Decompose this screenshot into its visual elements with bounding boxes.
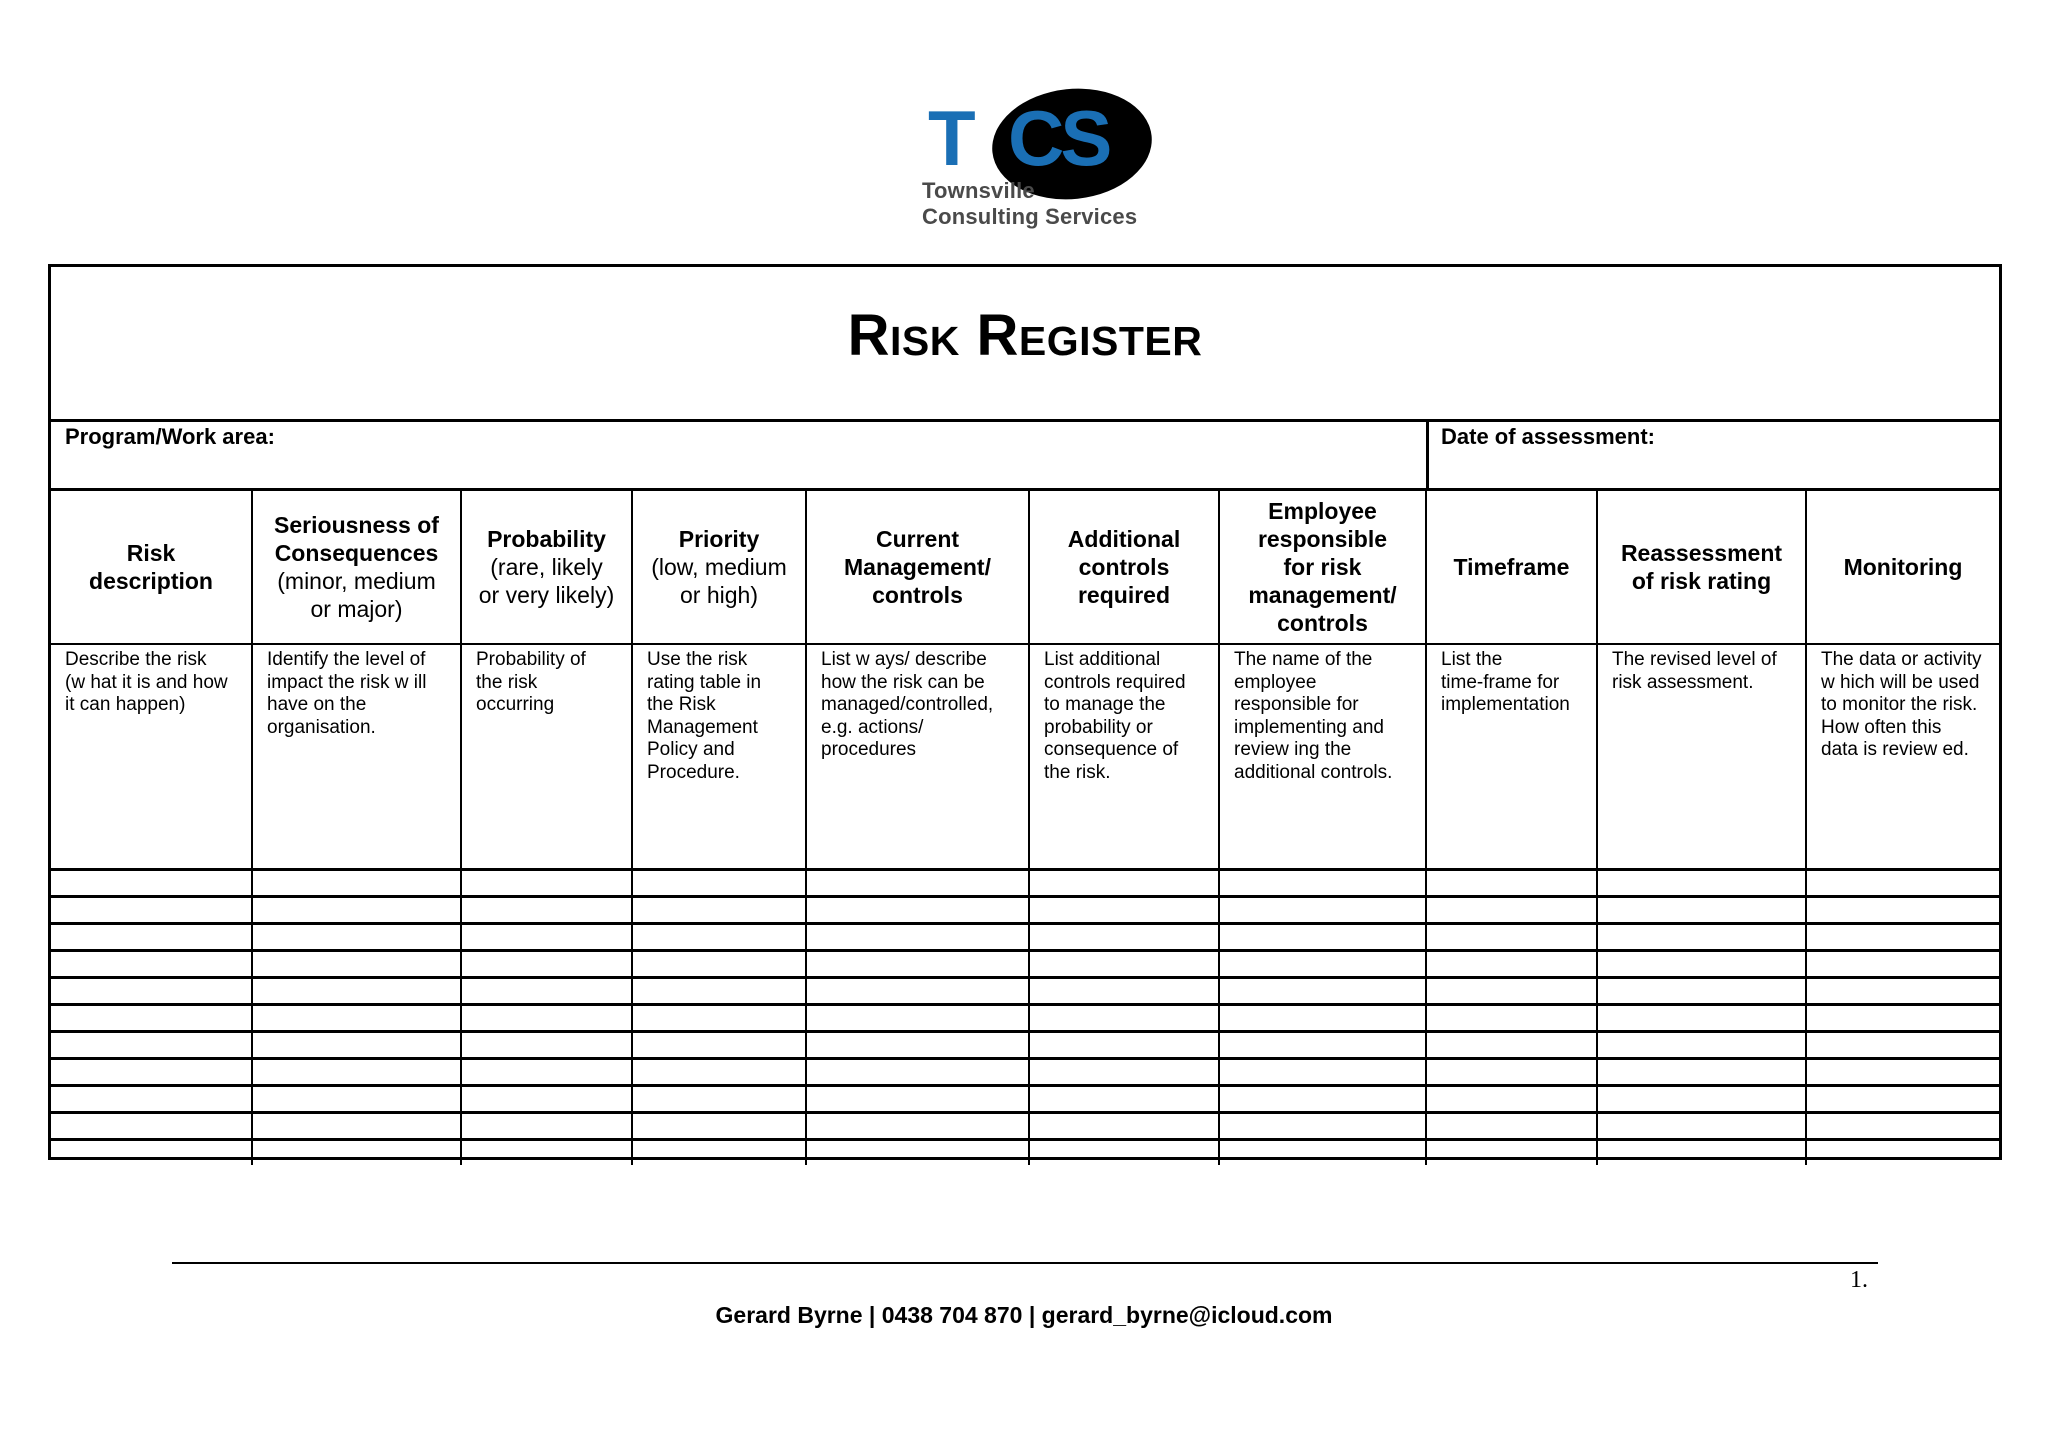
entry-cell[interactable]: [252, 1059, 461, 1086]
entry-cell[interactable]: [1219, 1086, 1426, 1113]
entry-cell[interactable]: [1029, 897, 1219, 924]
entry-row: [51, 1059, 1999, 1086]
entry-cell[interactable]: [1806, 978, 1999, 1005]
description-line: e.g. actions/: [821, 716, 924, 738]
entry-cell[interactable]: [1426, 1140, 1597, 1166]
entry-cell[interactable]: [461, 1140, 632, 1166]
description-line: impact the risk w ill: [267, 671, 427, 693]
entry-cell[interactable]: [1806, 1032, 1999, 1059]
entry-cell[interactable]: [1597, 978, 1806, 1005]
entry-cell[interactable]: [1806, 1140, 1999, 1166]
header-bold-line: Timeframe: [1453, 554, 1570, 580]
header-bold-line: management/: [1248, 582, 1397, 608]
column-header: [252, 491, 461, 644]
column-header: [1219, 491, 1426, 644]
entry-row: [51, 1032, 1999, 1059]
description-line: employee: [1234, 671, 1317, 693]
info-band: [51, 422, 1999, 491]
entry-row: [51, 1113, 1999, 1140]
description-line: organisation.: [267, 716, 376, 738]
header-bold-line: Consequences: [274, 540, 439, 566]
entry-cell[interactable]: [252, 1032, 461, 1059]
description-line: implementing and: [1234, 716, 1384, 738]
header-bold-line: required: [1077, 582, 1171, 608]
entry-cell[interactable]: [632, 978, 806, 1005]
entry-cell[interactable]: [1029, 1086, 1219, 1113]
entry-cell[interactable]: [1426, 978, 1597, 1005]
entry-cell[interactable]: [1426, 870, 1597, 897]
title-band: [51, 267, 1999, 422]
entry-cell[interactable]: [1219, 1032, 1426, 1059]
entry-cell[interactable]: [1597, 1113, 1806, 1140]
entry-cell[interactable]: [1426, 1005, 1597, 1032]
entry-cell[interactable]: [806, 870, 1029, 897]
footer-contact: Gerard Byrne | 0438 704 870 | gerard_byrne@icloud.com: [715, 1302, 1333, 1328]
entry-cell[interactable]: [806, 1059, 1029, 1086]
entry-cell[interactable]: [806, 951, 1029, 978]
description-line: The name of the: [1234, 649, 1373, 670]
entry-cell[interactable]: [252, 1113, 461, 1140]
entry-cell[interactable]: [51, 951, 252, 978]
entry-cell[interactable]: [806, 1032, 1029, 1059]
header-bold-line: controls: [1277, 610, 1368, 636]
entry-cell[interactable]: [1029, 870, 1219, 897]
header-note-line: or major): [310, 596, 403, 622]
entry-cell[interactable]: [461, 1032, 632, 1059]
logo-line-1: Townsville: [922, 178, 1035, 203]
entry-cell[interactable]: [1219, 1140, 1426, 1166]
entry-cell[interactable]: [51, 1005, 252, 1032]
description-line: List the: [1441, 649, 1503, 670]
footer-rule: [172, 1262, 1878, 1264]
entry-cell[interactable]: [632, 897, 806, 924]
column-description: [1219, 644, 1426, 870]
entry-cell[interactable]: [252, 1140, 461, 1166]
entry-cell[interactable]: [1806, 924, 1999, 951]
header-bold-line: Monitoring: [1843, 554, 1963, 580]
column-description: [1806, 644, 1999, 870]
entry-cell[interactable]: [1219, 951, 1426, 978]
description-line: Probability of: [476, 649, 586, 670]
entry-cell[interactable]: [252, 1086, 461, 1113]
entry-cell[interactable]: [806, 978, 1029, 1005]
description-line: (w hat it is and how: [65, 671, 228, 693]
entry-cell[interactable]: [1029, 1059, 1219, 1086]
header-note-line: (rare, likely: [490, 554, 603, 580]
entry-cell[interactable]: [461, 870, 632, 897]
description-line: How often this: [1821, 716, 1942, 738]
entry-row: [51, 1140, 1999, 1166]
entry-row: [51, 1086, 1999, 1113]
entry-cell[interactable]: [632, 1086, 806, 1113]
entry-cell[interactable]: [1597, 1032, 1806, 1059]
entry-cell[interactable]: [1219, 1005, 1426, 1032]
description-line: review ing the: [1234, 739, 1352, 760]
column-header: [1806, 491, 1999, 644]
entry-cell[interactable]: [1426, 1113, 1597, 1140]
column-header: [1426, 491, 1597, 644]
header-bold-line: controls: [872, 582, 963, 608]
description-row: [51, 644, 1999, 870]
description-line: how the risk can be: [821, 671, 985, 693]
entry-cell[interactable]: [461, 1086, 632, 1113]
description-line: responsible for: [1234, 694, 1359, 715]
entry-cell[interactable]: [51, 1086, 252, 1113]
description-line: implementation: [1441, 694, 1570, 715]
description-line: List w ays/ describe: [821, 649, 987, 670]
entry-cell[interactable]: [51, 870, 252, 897]
description-line: data is review ed.: [1821, 739, 1969, 760]
header-note-line: (minor, medium: [277, 568, 436, 594]
entry-cell[interactable]: [1806, 1086, 1999, 1113]
entry-cell[interactable]: [1597, 897, 1806, 924]
entry-cell[interactable]: [1219, 1113, 1426, 1140]
entry-cell[interactable]: [1806, 951, 1999, 978]
entry-row: [51, 897, 1999, 924]
entry-cell[interactable]: [632, 924, 806, 951]
description-line: the Risk: [647, 694, 716, 715]
description-line: procedures: [821, 739, 917, 760]
entry-cell[interactable]: [632, 1113, 806, 1140]
entry-cell[interactable]: [1219, 897, 1426, 924]
column-header: [1029, 491, 1219, 644]
description-line: occurring: [476, 694, 555, 715]
entry-cell[interactable]: [1806, 1113, 1999, 1140]
header-bold-line: Probability: [487, 526, 606, 552]
entry-cell[interactable]: [252, 897, 461, 924]
page-title: Risk Register: [847, 303, 1203, 368]
description-line: The data or activity: [1821, 649, 1982, 670]
risk-register-form: [48, 264, 2002, 1160]
entry-cell[interactable]: [1029, 978, 1219, 1005]
entry-cell[interactable]: [806, 1113, 1029, 1140]
entry-cell[interactable]: [1426, 1059, 1597, 1086]
program-work-area-field[interactable]: Program/Work area:: [65, 424, 275, 449]
entry-cell[interactable]: [632, 1032, 806, 1059]
page-number: 1.: [1850, 1267, 1868, 1293]
logo-letter-t: T: [928, 94, 974, 182]
entry-cell[interactable]: [252, 978, 461, 1005]
entry-cell[interactable]: [461, 951, 632, 978]
logo-letters-cs: CS: [1008, 94, 1109, 182]
entry-cell[interactable]: [1029, 1113, 1219, 1140]
entry-cell[interactable]: [806, 1140, 1029, 1166]
header-bold-line: controls: [1078, 554, 1170, 580]
entry-cell[interactable]: [51, 1140, 252, 1166]
column-description: [1597, 644, 1806, 870]
column-description: [1426, 644, 1597, 870]
entry-cell[interactable]: [1029, 924, 1219, 951]
description-line: Management: [647, 716, 758, 738]
entry-cell[interactable]: [461, 1005, 632, 1032]
entry-cell[interactable]: [1219, 924, 1426, 951]
header-bold-line: for risk: [1283, 554, 1362, 580]
description-line: consequence of: [1044, 739, 1179, 760]
description-line: risk assessment.: [1612, 671, 1754, 693]
entry-cell[interactable]: [1029, 1032, 1219, 1059]
entry-cell[interactable]: [461, 1113, 632, 1140]
header-bold-line: responsible: [1257, 526, 1388, 552]
entry-cell[interactable]: [1806, 1005, 1999, 1032]
entry-cell[interactable]: [51, 897, 252, 924]
header-bold-line: Current: [875, 526, 960, 552]
entry-cell[interactable]: [51, 1059, 252, 1086]
column-description: [51, 644, 252, 870]
entry-cell[interactable]: [1597, 1005, 1806, 1032]
column-header: [806, 491, 1029, 644]
header-bold-line: description: [89, 568, 213, 594]
description-line: rating table in: [647, 671, 762, 693]
entry-cell[interactable]: [461, 897, 632, 924]
info-divider: [1426, 422, 1429, 488]
description-line: Describe the risk: [65, 649, 207, 670]
entry-cell[interactable]: [1426, 1086, 1597, 1113]
entry-row: [51, 924, 1999, 951]
entry-cell[interactable]: [1029, 1005, 1219, 1032]
entry-cell[interactable]: [1597, 1086, 1806, 1113]
description-line: Procedure.: [647, 761, 740, 783]
description-line: time-frame for: [1441, 671, 1560, 693]
description-line: Use the risk: [647, 649, 748, 670]
entry-cell[interactable]: [806, 924, 1029, 951]
date-of-assessment-field[interactable]: Date of assessment:: [1441, 424, 1655, 449]
entry-cell[interactable]: [632, 1059, 806, 1086]
description-line: to manage the: [1044, 694, 1166, 715]
entry-cell[interactable]: [461, 924, 632, 951]
entry-row: [51, 1005, 1999, 1032]
column-header: [51, 491, 252, 644]
entry-cell[interactable]: [461, 1059, 632, 1086]
entry-cell[interactable]: [1426, 897, 1597, 924]
entry-cell[interactable]: [1806, 1059, 1999, 1086]
description-line: have on the: [267, 694, 367, 715]
logo-brand-text: [922, 178, 1137, 230]
description-line: w hich will be used: [1821, 671, 1980, 693]
entry-cell[interactable]: [1029, 951, 1219, 978]
column-description: [632, 644, 806, 870]
column-description: [461, 644, 632, 870]
header-note-line: (low, medium: [651, 554, 787, 580]
column-header: [461, 491, 632, 644]
entry-cell[interactable]: [252, 924, 461, 951]
entry-cell[interactable]: [1597, 951, 1806, 978]
description-line: controls required: [1044, 671, 1186, 693]
entry-cell[interactable]: [461, 978, 632, 1005]
description-line: Identify the level of: [267, 649, 426, 670]
risk-table: [51, 491, 1999, 1165]
entry-cell[interactable]: [1597, 1140, 1806, 1166]
entry-cell[interactable]: [252, 870, 461, 897]
column-description: [1029, 644, 1219, 870]
entry-cell[interactable]: [632, 1005, 806, 1032]
entry-cell[interactable]: [51, 1032, 252, 1059]
header-bold-line: Priority: [678, 526, 760, 552]
header-bold-line: Management/: [844, 554, 991, 580]
entry-cell[interactable]: [1426, 1032, 1597, 1059]
entry-cell[interactable]: [632, 951, 806, 978]
description-line: the risk.: [1044, 761, 1111, 783]
entry-cell[interactable]: [1597, 1059, 1806, 1086]
column-header: [632, 491, 806, 644]
header-note-line: or very likely): [478, 582, 615, 608]
header-bold-line: Employee: [1268, 498, 1377, 524]
entry-cell[interactable]: [1426, 924, 1597, 951]
logo-line-2: Consulting Services: [922, 204, 1138, 229]
entry-row: [51, 870, 1999, 897]
company-logo: [920, 85, 1160, 230]
entry-cell[interactable]: [1219, 978, 1426, 1005]
description-line: managed/controlled,: [821, 694, 994, 715]
description-line: The revised level of: [1612, 649, 1777, 670]
entry-cell[interactable]: [1806, 870, 1999, 897]
entry-cell[interactable]: [1597, 870, 1806, 897]
entry-cell[interactable]: [806, 897, 1029, 924]
header-bold-line: Additional: [1067, 526, 1181, 552]
entry-cell[interactable]: [1426, 951, 1597, 978]
entry-cell[interactable]: [632, 1140, 806, 1166]
header-bold-line: Risk: [126, 540, 176, 566]
description-line: the risk: [476, 671, 538, 693]
column-description: [252, 644, 461, 870]
entry-cell[interactable]: [1219, 870, 1426, 897]
entry-cell[interactable]: [1597, 924, 1806, 951]
entry-row: [51, 951, 1999, 978]
entry-cell[interactable]: [252, 951, 461, 978]
entry-row: [51, 978, 1999, 1005]
description-line: probability or: [1044, 716, 1153, 738]
header-bold-line: Seriousness of: [274, 512, 439, 538]
entry-cell[interactable]: [51, 924, 252, 951]
entry-cell[interactable]: [51, 1113, 252, 1140]
header-bold-line: Reassessment: [1620, 540, 1783, 566]
description-line: to monitor the risk.: [1821, 694, 1978, 715]
description-line: List additional: [1044, 649, 1161, 670]
entry-cell[interactable]: [252, 1005, 461, 1032]
header-note-line: or high): [680, 582, 758, 608]
entry-cell[interactable]: [51, 978, 252, 1005]
description-line: Policy and: [647, 739, 735, 760]
column-description: [806, 644, 1029, 870]
entry-cell[interactable]: [632, 870, 806, 897]
entry-cell[interactable]: [1806, 897, 1999, 924]
entry-cell[interactable]: [806, 1005, 1029, 1032]
entry-cell[interactable]: [1219, 1059, 1426, 1086]
header-row: [51, 491, 1999, 644]
header-bold-line: of risk rating: [1631, 568, 1772, 594]
description-line: it can happen): [65, 694, 186, 715]
description-line: additional controls.: [1234, 761, 1393, 783]
entry-cell[interactable]: [806, 1086, 1029, 1113]
entry-cell[interactable]: [1029, 1140, 1219, 1166]
column-header: [1597, 491, 1806, 644]
